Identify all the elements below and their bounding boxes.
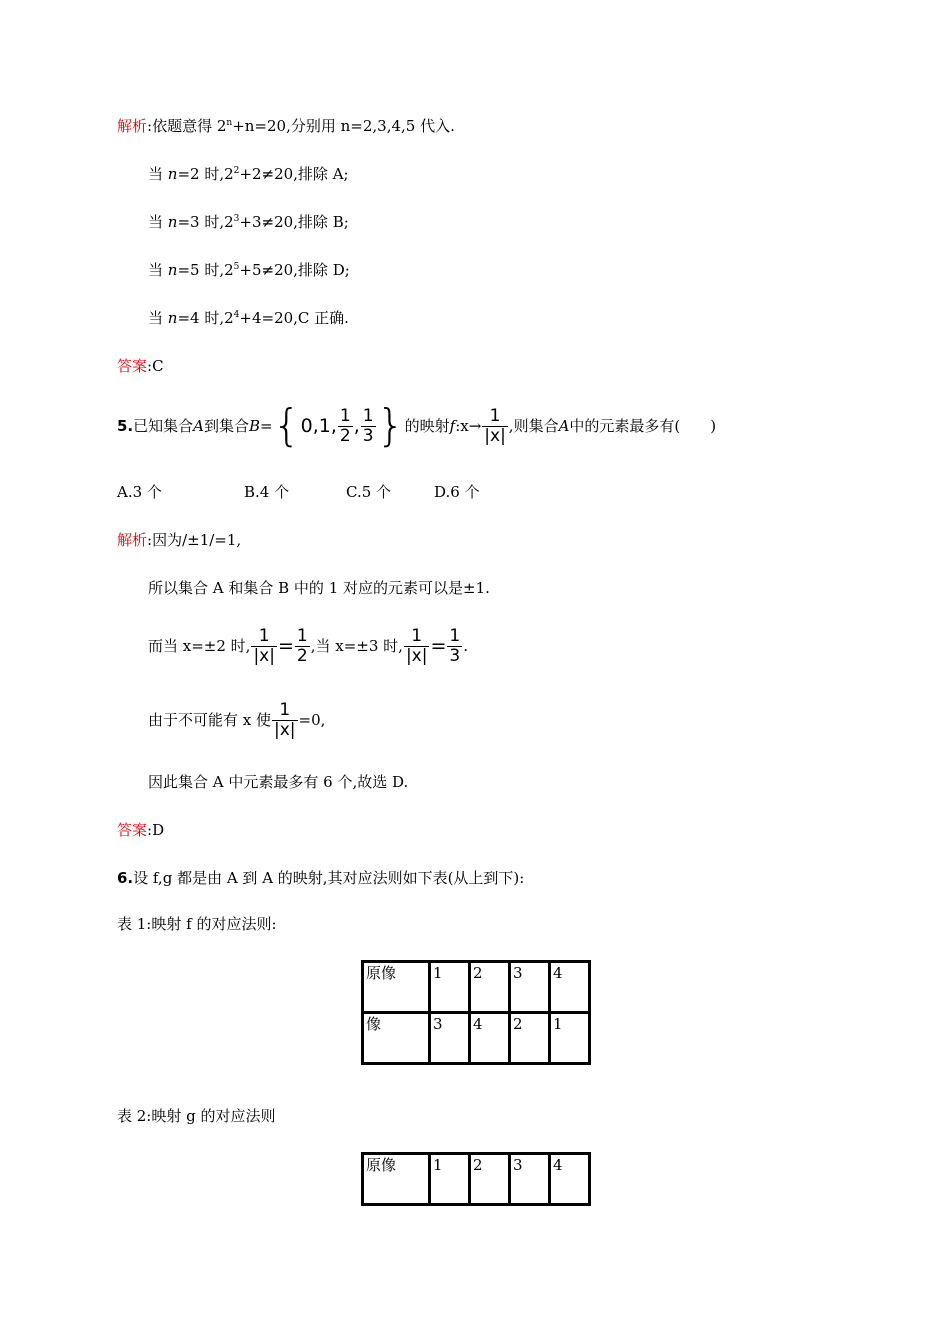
case-rest: +2≠20,排除 A; — [239, 165, 349, 183]
case-pre: 当 — [148, 165, 168, 183]
solution-2-line-2: 所以集合 A 和集合 B 中的 1 对应的元素可以是±1. — [148, 579, 490, 597]
solution-text: 而当 x=±2 时, — [148, 637, 251, 655]
table-cell: 1 — [430, 962, 470, 1013]
question-text: 中的元素最多有( ) — [569, 417, 717, 435]
table-2-caption: 表 2:映射 g 的对应法则 — [117, 1107, 276, 1125]
case-pre: 当 — [148, 213, 168, 231]
numerator: 1 — [362, 405, 374, 426]
fraction-one-third — [361, 407, 376, 446]
table-row — [363, 1154, 590, 1205]
map-name: f — [449, 417, 456, 435]
exponent: 4 — [233, 310, 240, 320]
set-name-a: A — [558, 417, 570, 435]
answer-label: 答案 — [117, 357, 148, 375]
solution-text: =0, — [298, 711, 326, 729]
fraction-one-over-abs-x — [404, 627, 430, 666]
case-val: =5 时,2 — [177, 261, 234, 279]
question-text: ,则集合 — [508, 417, 559, 435]
case-line — [148, 260, 350, 280]
answer-value: :C — [147, 357, 164, 375]
case-var: n — [167, 309, 178, 327]
table-cell: 2 — [510, 1013, 550, 1064]
table-row — [363, 962, 590, 1013]
question-text: 已知集合 — [133, 417, 194, 435]
set-name-a: A — [193, 417, 204, 435]
case-val: =2 时,2 — [177, 165, 234, 183]
solution-label: 解析 — [117, 117, 148, 135]
option-d: D.6 个 — [434, 483, 480, 501]
solution-label: 解析 — [117, 531, 148, 549]
question-5 — [117, 402, 716, 450]
case-pre: 当 — [148, 309, 168, 327]
fraction-one-half — [295, 627, 310, 666]
option-b: B.4 个 — [244, 483, 290, 501]
numerator: 1 — [411, 625, 423, 646]
table-cell: 1 — [550, 1013, 590, 1064]
question-text: 的映射 — [404, 417, 450, 435]
table-cell: 3 — [430, 1013, 470, 1064]
question-number: 6. — [117, 869, 134, 887]
denominator: |x| — [484, 425, 506, 446]
option-a: A.3 个 — [117, 483, 162, 501]
solution-intro-text: :依题意得 2 — [147, 117, 227, 135]
comma: , — [353, 415, 360, 437]
fraction-one-over-abs-x — [251, 627, 277, 666]
case-var: n — [167, 213, 178, 231]
period: . — [463, 637, 468, 655]
case-rest: +3≠20,排除 B; — [239, 213, 349, 231]
case-line — [148, 164, 349, 184]
numerator: 1 — [339, 405, 351, 426]
right-brace: } — [376, 400, 405, 451]
table-cell: 原像 — [363, 1154, 430, 1205]
case-var: n — [167, 261, 178, 279]
fraction-one-half — [338, 407, 353, 446]
table-1-caption: 表 1:映射 f 的对应法则: — [117, 915, 277, 933]
exponent: n — [226, 118, 233, 128]
solution-2-line-4 — [148, 698, 325, 742]
case-rest: +4=20,C 正确. — [239, 309, 349, 327]
table-cell: 2 — [470, 962, 510, 1013]
solution-text: 由于不可能有 x 使 — [148, 711, 271, 729]
set-element: 1 — [318, 415, 331, 437]
case-line — [148, 212, 349, 232]
numerator: 1 — [449, 625, 461, 646]
denominator: 2 — [339, 425, 351, 446]
comma: , — [312, 415, 319, 437]
denominator: 3 — [362, 425, 374, 446]
solution-1-intro — [117, 116, 455, 136]
denominator: 3 — [449, 645, 461, 666]
numerator: 1 — [296, 625, 308, 646]
solution-intro-rest: +n=20,分别用 n=2,3,4,5 代入. — [232, 117, 455, 135]
fraction-one-over-abs-x — [272, 701, 298, 740]
case-val: =3 时,2 — [177, 213, 234, 231]
question-number: 5. — [117, 417, 134, 435]
table-cell: 像 — [363, 1013, 430, 1064]
table-cell: 4 — [550, 1154, 590, 1205]
exponent: 5 — [233, 262, 240, 272]
case-line — [148, 308, 349, 328]
answer-2 — [117, 820, 164, 840]
table-row — [363, 1013, 590, 1064]
denominator: |x| — [405, 645, 428, 666]
solution-text: :因为/±1/=1, — [147, 531, 242, 549]
case-pre: 当 — [148, 261, 168, 279]
comma: , — [330, 415, 337, 437]
left-brace: { — [272, 400, 301, 451]
exponent: 2 — [233, 166, 240, 176]
mapping-table-g — [361, 1152, 591, 1206]
denominator: |x| — [253, 645, 275, 666]
solution-2-line-5: 因此集合 A 中元素最多有 6 个,故选 D. — [148, 773, 409, 791]
answer-1 — [117, 356, 164, 376]
question-text: 设 f,g 都是由 A 到 A 的映射,其对应法则如下表(从上到下): — [133, 869, 525, 887]
denominator: |x| — [274, 719, 296, 740]
answer-value: :D — [147, 821, 165, 839]
case-rest: +5≠20,排除 D; — [239, 261, 350, 279]
table-cell: 4 — [470, 1013, 510, 1064]
answer-label: 答案 — [117, 821, 148, 839]
case-val: =4 时,2 — [177, 309, 234, 327]
table-cell: 3 — [510, 1154, 550, 1205]
case-var: n — [167, 165, 178, 183]
question-text: 到集合 — [204, 417, 250, 435]
numerator: 1 — [258, 625, 270, 646]
set-element: 0 — [300, 415, 313, 437]
option-c: C.5 个 — [346, 483, 392, 501]
table-cell: 2 — [470, 1154, 510, 1205]
question-6 — [117, 868, 524, 888]
map-arrow: :x→ — [455, 417, 482, 435]
numerator: 1 — [279, 699, 291, 720]
equals: = — [277, 635, 294, 657]
table-cell: 原像 — [363, 962, 430, 1013]
fraction-one-third — [447, 627, 462, 666]
table-cell: 1 — [430, 1154, 470, 1205]
table-cell: 4 — [550, 962, 590, 1013]
mapping-table-f — [361, 960, 591, 1065]
exponent: 3 — [233, 214, 240, 224]
solution-2-line-3 — [148, 624, 468, 668]
equals: = — [260, 417, 273, 435]
fraction-one-over-abs-x — [482, 407, 508, 446]
solution-text: 当 x=±3 时, — [315, 637, 403, 655]
table-cell: 3 — [510, 962, 550, 1013]
set-b-elements — [272, 400, 405, 451]
set-name-b: B — [249, 417, 261, 435]
numerator: 1 — [489, 405, 501, 426]
equals: = — [430, 635, 447, 657]
comma: , — [310, 637, 316, 655]
solution-2-line-1 — [117, 530, 241, 550]
denominator: 2 — [296, 645, 308, 666]
